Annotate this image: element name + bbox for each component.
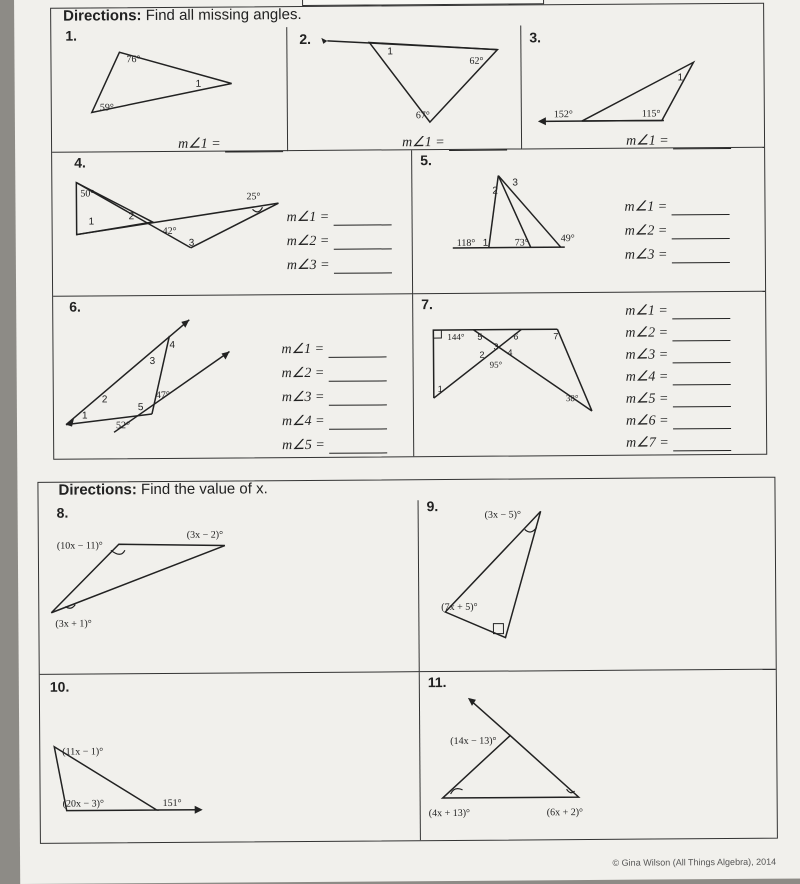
problem-9-diagram bbox=[419, 498, 776, 672]
svg-text:7: 7 bbox=[553, 331, 558, 341]
answer-line[interactable]: m∠2 = bbox=[282, 364, 387, 382]
svg-text:76°: 76° bbox=[126, 54, 140, 65]
problem-number: 7. bbox=[421, 296, 433, 312]
problem-number: 5. bbox=[420, 152, 432, 168]
problem-number: 1. bbox=[65, 28, 77, 44]
svg-text:(3x − 2)°: (3x − 2)° bbox=[187, 530, 223, 541]
svg-text:3: 3 bbox=[512, 177, 518, 188]
problem-6-cell bbox=[53, 294, 414, 459]
answer-line[interactable]: m∠1 = bbox=[626, 132, 731, 150]
svg-text:2: 2 bbox=[102, 394, 108, 405]
problem-10-cell bbox=[40, 672, 421, 843]
copyright-footer: © Gina Wilson (All Things Algebra), 2014 bbox=[612, 857, 776, 868]
answer-line[interactable]: m∠1 = bbox=[625, 302, 730, 320]
problem-11-diagram bbox=[420, 670, 777, 840]
problem-9-cell bbox=[419, 498, 776, 672]
worksheet-page bbox=[14, 0, 800, 884]
missing-angles-section bbox=[50, 3, 767, 460]
answer-line[interactable]: m∠2 = bbox=[625, 222, 730, 240]
svg-text:(11x − 1)°: (11x − 1)° bbox=[62, 746, 103, 757]
svg-text:(7x + 5)°: (7x + 5)° bbox=[441, 602, 477, 613]
answer-line[interactable]: m∠7 = bbox=[626, 434, 731, 452]
svg-text:(14x − 13)°: (14x − 13)° bbox=[450, 736, 496, 747]
svg-text:3: 3 bbox=[150, 356, 156, 367]
section2-directions: Directions: Find the value of x. bbox=[58, 480, 267, 498]
problem-5-diagram bbox=[412, 148, 765, 294]
answer-line[interactable]: m∠5 = bbox=[626, 390, 731, 408]
svg-text:1: 1 bbox=[89, 216, 95, 227]
svg-text:2: 2 bbox=[129, 211, 135, 222]
find-x-section bbox=[37, 477, 778, 844]
problem-3-cell bbox=[521, 24, 764, 150]
problem-number: 8. bbox=[57, 505, 69, 521]
svg-text:25°: 25° bbox=[246, 191, 260, 202]
problem-3-diagram bbox=[521, 24, 764, 150]
svg-text:59°: 59° bbox=[100, 102, 114, 113]
svg-text:1: 1 bbox=[483, 238, 489, 249]
svg-text:(6x + 2)°: (6x + 2)° bbox=[547, 807, 583, 818]
svg-text:1: 1 bbox=[82, 410, 88, 421]
svg-text:1: 1 bbox=[196, 79, 202, 90]
problem-10-diagram bbox=[40, 672, 421, 843]
svg-text:47°: 47° bbox=[156, 390, 170, 401]
problem-2-cell bbox=[287, 25, 522, 151]
answer-line[interactable]: m∠5 = bbox=[282, 436, 387, 454]
problem-8-cell bbox=[39, 500, 420, 675]
answer-line[interactable]: m∠4 = bbox=[626, 368, 731, 386]
answer-line[interactable]: m∠4 = bbox=[282, 412, 387, 430]
svg-text:(3x − 5)°: (3x − 5)° bbox=[485, 509, 521, 520]
svg-text:42°: 42° bbox=[163, 226, 177, 237]
svg-text:49°: 49° bbox=[561, 233, 575, 244]
problem-number: 4. bbox=[74, 155, 86, 171]
svg-text:62°: 62° bbox=[469, 56, 483, 67]
answer-line[interactable]: m∠3 = bbox=[287, 256, 392, 274]
problem-1-cell bbox=[51, 27, 288, 153]
svg-text:4: 4 bbox=[507, 348, 512, 358]
answer-line[interactable]: m∠1 = bbox=[624, 198, 729, 216]
svg-text:118°: 118° bbox=[457, 238, 476, 249]
problem-number: 11. bbox=[428, 674, 447, 690]
problem-7-cell bbox=[413, 292, 766, 456]
problem-8-diagram bbox=[39, 500, 420, 675]
svg-text:3: 3 bbox=[189, 238, 195, 249]
svg-text:5: 5 bbox=[138, 402, 144, 413]
svg-text:144°: 144° bbox=[447, 332, 465, 342]
svg-text:4: 4 bbox=[169, 340, 175, 351]
svg-text:152°: 152° bbox=[554, 109, 573, 120]
answer-line[interactable]: m∠3 = bbox=[625, 246, 730, 264]
answer-line[interactable]: m∠1 = bbox=[287, 208, 392, 226]
svg-text:(3x + 1)°: (3x + 1)° bbox=[55, 618, 91, 629]
svg-text:1: 1 bbox=[387, 46, 393, 57]
svg-text:73°: 73° bbox=[515, 237, 529, 248]
svg-text:50°: 50° bbox=[80, 188, 94, 199]
svg-text:1: 1 bbox=[438, 384, 443, 394]
answer-line[interactable]: m∠2 = bbox=[625, 324, 730, 342]
problem-4-cell bbox=[52, 150, 413, 297]
answer-line[interactable]: m∠6 = bbox=[626, 412, 731, 430]
svg-text:(4x + 13)°: (4x + 13)° bbox=[429, 808, 470, 819]
svg-text:67°: 67° bbox=[416, 110, 430, 121]
svg-text:2: 2 bbox=[492, 186, 498, 197]
section1-directions: Directions: Find all missing angles. bbox=[63, 6, 302, 25]
svg-text:38°: 38° bbox=[566, 393, 579, 403]
answer-line[interactable]: m∠2 = bbox=[287, 232, 392, 250]
answer-line[interactable]: m∠3 = bbox=[282, 388, 387, 406]
problem-5-cell bbox=[412, 148, 765, 294]
answer-line[interactable]: m∠3 = bbox=[625, 346, 730, 364]
problem-number: 10. bbox=[50, 679, 70, 695]
answer-line[interactable]: m∠1 = bbox=[178, 135, 283, 153]
svg-text:(20x − 3)°: (20x − 3)° bbox=[63, 798, 104, 809]
svg-text:3: 3 bbox=[493, 342, 498, 352]
problem-1-diagram bbox=[51, 27, 288, 153]
answer-line[interactable]: m∠1 = bbox=[281, 340, 386, 358]
svg-text:2: 2 bbox=[479, 350, 484, 360]
svg-text:5: 5 bbox=[477, 332, 482, 342]
svg-text:151°: 151° bbox=[163, 798, 182, 809]
svg-text:52°: 52° bbox=[116, 420, 130, 431]
svg-text:(10x − 11)°: (10x − 11)° bbox=[57, 540, 103, 551]
problem-number: 6. bbox=[69, 299, 81, 315]
answer-line[interactable]: m∠1 = bbox=[402, 134, 507, 152]
problem-number: 3. bbox=[529, 29, 541, 45]
svg-text:115°: 115° bbox=[642, 108, 661, 119]
svg-text:95°: 95° bbox=[490, 360, 503, 370]
problem-11-cell bbox=[420, 670, 777, 840]
problem-number: 9. bbox=[427, 498, 439, 514]
problem-2-diagram bbox=[287, 25, 522, 151]
svg-text:1: 1 bbox=[678, 72, 684, 83]
problem-number: 2. bbox=[299, 31, 311, 47]
svg-text:6: 6 bbox=[513, 331, 518, 341]
